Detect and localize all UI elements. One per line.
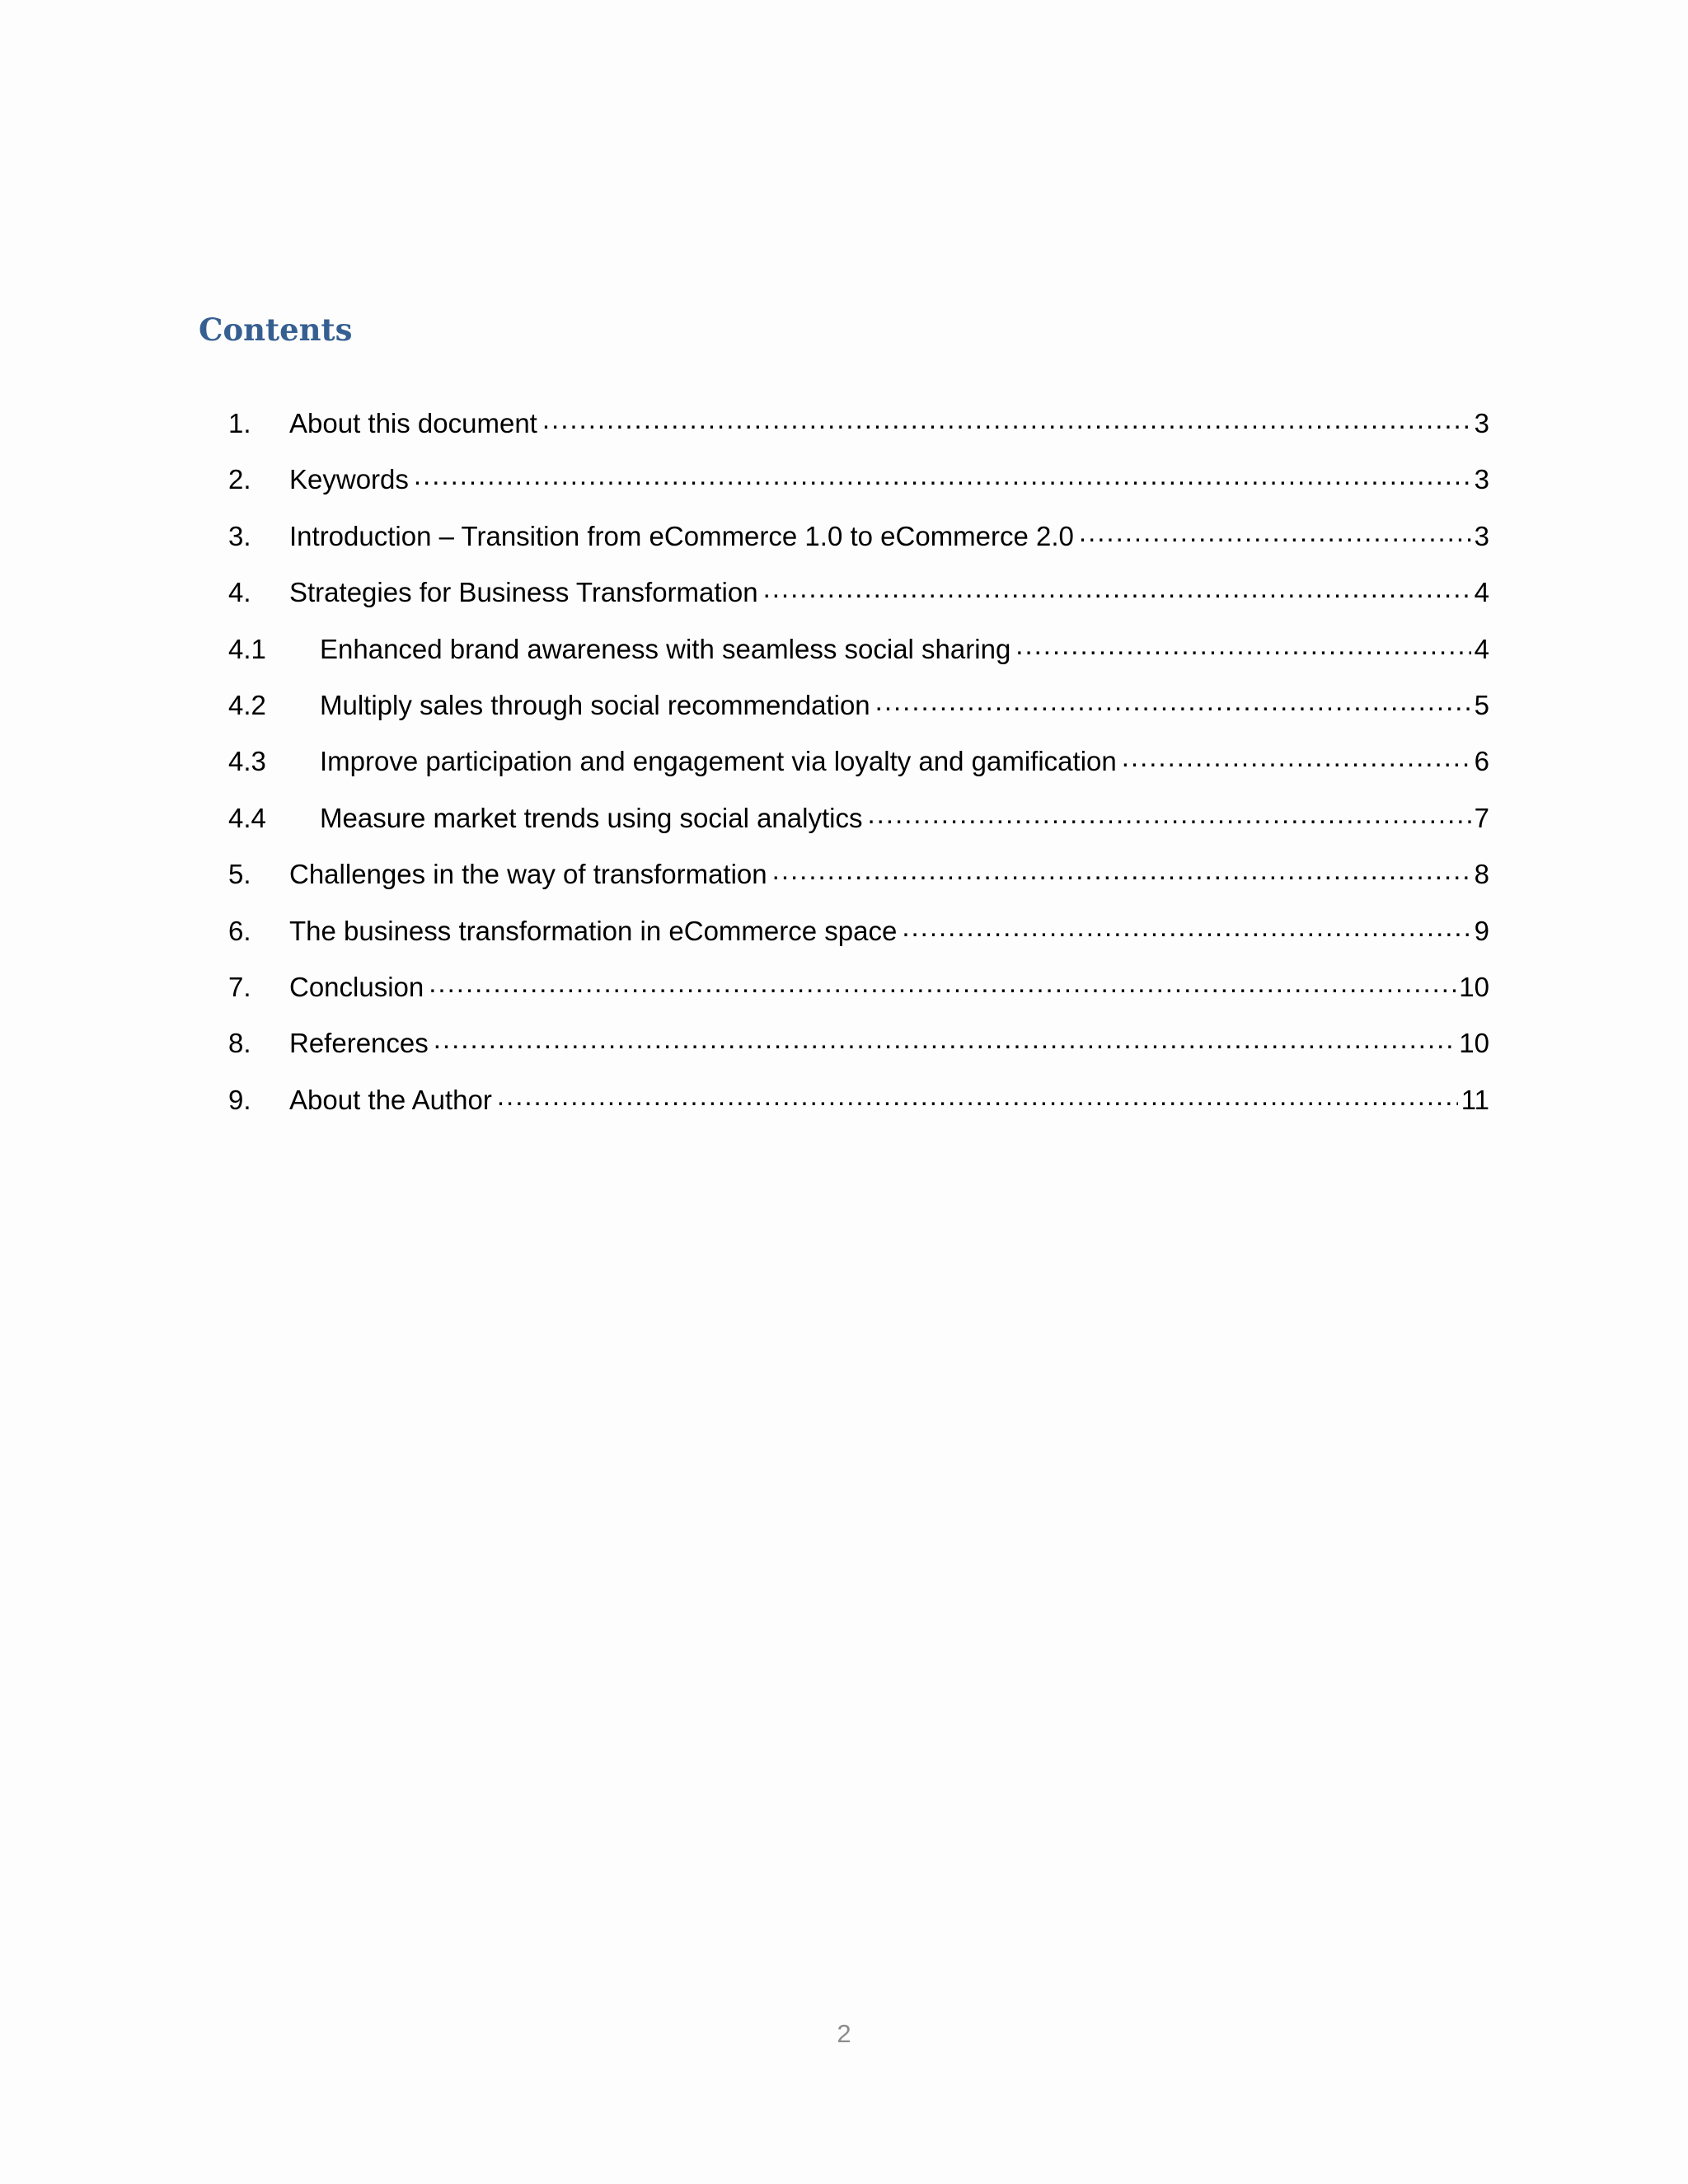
toc-entry[interactable]	[228, 405, 1489, 462]
toc-dot-leader	[497, 1082, 1458, 1109]
toc-entry[interactable]	[228, 462, 1489, 518]
toc-entry-page: 9	[1474, 915, 1489, 946]
toc-entry-number: 4.	[228, 577, 251, 608]
toc-dot-leader	[1015, 631, 1470, 658]
toc-entry-page: 3	[1474, 520, 1489, 551]
toc-entry[interactable]	[228, 687, 1489, 743]
toc-entry-page: 4	[1474, 577, 1489, 608]
toc-entry[interactable]	[228, 913, 1489, 969]
toc-entry-title[interactable]: Multiply sales through social recommendation	[320, 689, 870, 720]
table-of-contents	[228, 405, 1489, 1138]
toc-entry-number: 4.3	[228, 746, 266, 777]
toc-entry-page: 5	[1474, 689, 1489, 720]
toc-entry-title[interactable]: About this document	[289, 408, 537, 438]
toc-entry[interactable]	[228, 743, 1489, 799]
toc-dot-leader	[434, 1025, 1456, 1052]
toc-dot-leader	[772, 856, 1471, 883]
toc-dot-leader	[414, 462, 1471, 489]
toc-entry-title[interactable]: Conclusion	[289, 971, 424, 1002]
toc-entry[interactable]	[228, 1082, 1489, 1138]
toc-entry-title[interactable]: Keywords	[289, 464, 409, 495]
toc-entry[interactable]	[228, 574, 1489, 630]
toc-entry-page: 8	[1474, 859, 1489, 890]
toc-entry-title[interactable]: References	[289, 1028, 429, 1059]
toc-entry-title[interactable]: Improve participation and engagement via loyalty and gamification	[320, 746, 1117, 777]
toc-entry-number: 5.	[228, 859, 251, 890]
toc-entry-number: 4.2	[228, 689, 266, 720]
toc-entry-title[interactable]: Challenges in the way of transformation	[289, 859, 767, 890]
toc-dot-leader	[875, 687, 1471, 715]
toc-entry-page: 3	[1474, 464, 1489, 495]
toc-dot-leader	[1122, 743, 1471, 771]
toc-entry-page: 11	[1461, 1084, 1489, 1115]
toc-dot-leader	[1079, 518, 1471, 546]
toc-entry[interactable]	[228, 969, 1489, 1025]
toc-dot-leader	[542, 405, 1471, 433]
toc-entry-page: 6	[1474, 746, 1489, 777]
toc-entry-number: 8.	[228, 1028, 251, 1059]
toc-dot-leader	[429, 969, 1456, 996]
toc-dot-leader	[902, 913, 1470, 940]
toc-entry[interactable]	[228, 856, 1489, 912]
toc-entry[interactable]	[228, 518, 1489, 574]
toc-entry-title[interactable]: The business transformation in eCommerce space	[289, 915, 898, 946]
toc-entry-number: 4.1	[228, 633, 266, 664]
toc-entry-title[interactable]: Enhanced brand awareness with seamless social sharing	[320, 633, 1011, 664]
toc-entry[interactable]	[228, 631, 1489, 687]
toc-entry[interactable]	[228, 1025, 1489, 1081]
toc-dot-leader	[867, 800, 1470, 827]
toc-entry-number: 6.	[228, 915, 251, 946]
toc-entry-number: 7.	[228, 971, 251, 1002]
toc-dot-leader	[763, 574, 1471, 602]
toc-entry-number: 2.	[228, 464, 251, 495]
toc-heading: Contents	[199, 312, 353, 348]
toc-entry-title[interactable]: Measure market trends using social analytics	[320, 802, 863, 833]
toc-entry-page: 10	[1459, 1028, 1489, 1059]
toc-entry-title[interactable]: About the Author	[289, 1084, 492, 1115]
toc-entry[interactable]	[228, 800, 1489, 856]
toc-entry-title[interactable]: Introduction – Transition from eCommerce 1.0 to eCommerce 2.0	[289, 520, 1074, 551]
toc-entry-page: 10	[1459, 971, 1489, 1002]
toc-entry-number: 1.	[228, 408, 251, 438]
page-number: 2	[837, 2019, 851, 2048]
toc-entry-page: 4	[1474, 633, 1489, 664]
toc-entry-page: 3	[1474, 408, 1489, 438]
toc-entry-page: 7	[1474, 802, 1489, 833]
toc-entry-number: 9.	[228, 1084, 251, 1115]
toc-entry-number: 3.	[228, 520, 251, 551]
toc-entry-number: 4.4	[228, 802, 266, 833]
toc-entry-title[interactable]: Strategies for Business Transformation	[289, 577, 758, 608]
